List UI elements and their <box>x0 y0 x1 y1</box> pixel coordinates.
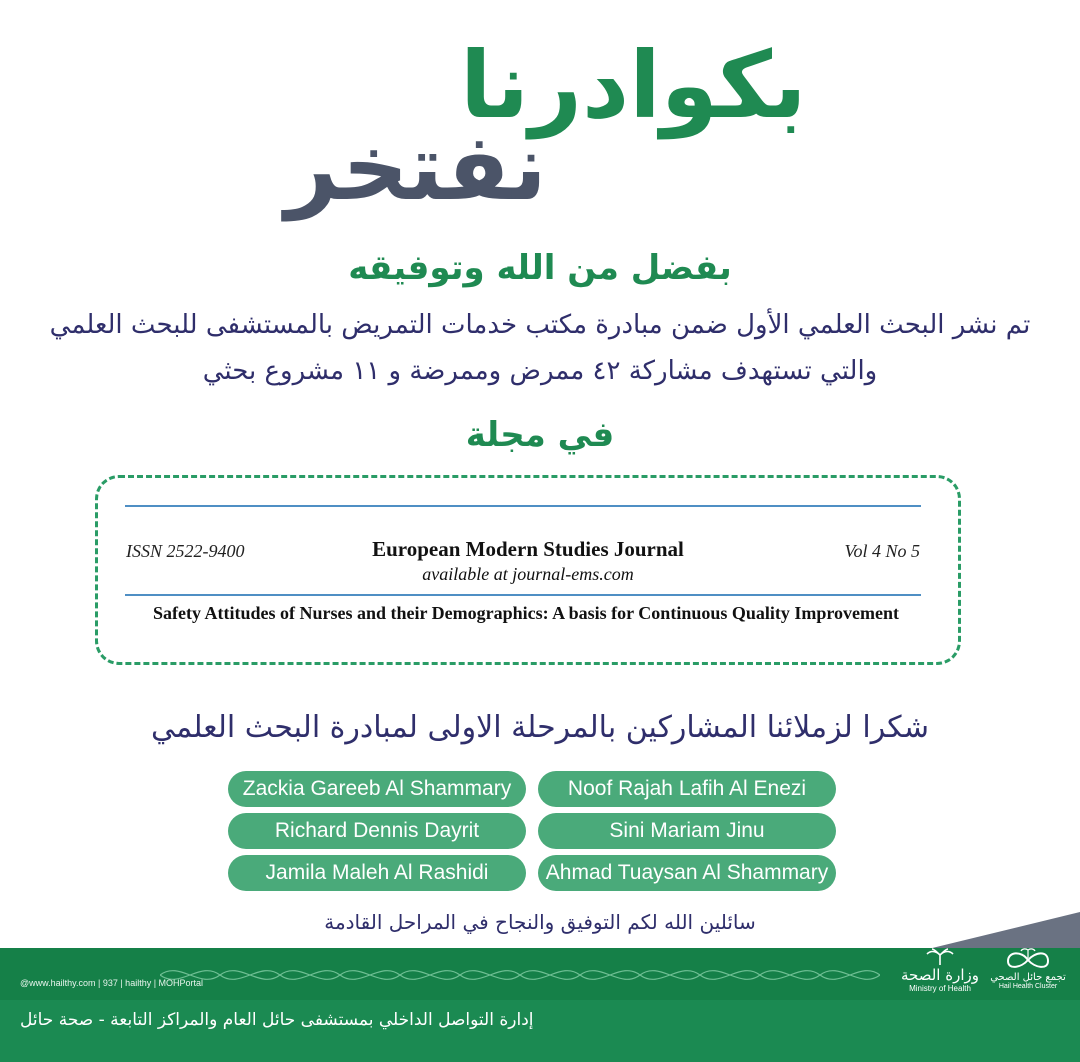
moh-arabic: وزارة الصحة <box>901 966 979 984</box>
journal-top-rule <box>125 505 921 507</box>
footer-bar <box>0 948 1080 1062</box>
announcement-line-1: تم نشر البحث العلمي الأول ضمن مبادرة مكتب خدمات التمريض بالمستشفى للبحث العلمي <box>49 310 1031 340</box>
thanks-heading: شكرا لزملائنا المشاركين بالمرحلة الاولى لمبادرة البحث العلمي <box>151 710 929 745</box>
journal-availability: available at journal-ems.com <box>422 564 634 584</box>
participant-pill: Ahmad Tuaysan Al Shammary <box>538 855 836 891</box>
participant-pill: Jamila Maleh Al Rashidi <box>228 855 526 891</box>
hail-english: Hail Health Cluster <box>998 983 1058 990</box>
participant-pill: Sini Mariam Jinu <box>538 813 836 849</box>
closing-wishes: سائلين الله لكم التوفيق والنجاح في المراحل القادمة <box>324 910 756 934</box>
department-text: إدارة التواصل الداخلي بمستشفى حائل العام والمراكز التابعة - صحة حائل <box>20 1010 534 1030</box>
headline-line-1: بكوادرنا <box>460 32 807 139</box>
participant-pill: Richard Dennis Dayrit <box>228 813 526 849</box>
hail-arabic: تجمع حائل الصحي <box>990 972 1066 983</box>
hail-cluster-logo <box>988 948 1068 990</box>
journal-volume: Vol 4 No 5 <box>844 541 920 561</box>
palm-icon <box>925 948 955 966</box>
paper-title: Safety Attitudes of Nurses and their Demographics: A basis for Continuous Quality Improvement <box>152 603 900 623</box>
contact-info: @www.hailthy.com | 937 | hailthy | MOHPortal <box>20 978 204 988</box>
ornament-pattern-icon <box>160 960 880 990</box>
journal-issn: ISSN 2522-9400 <box>126 541 245 561</box>
infinity-palm-icon <box>1003 948 1053 972</box>
department-caption <box>20 1010 1040 1030</box>
moh-english: Ministry of Health <box>909 984 971 993</box>
journal-name: European Modern Studies Journal <box>372 537 684 561</box>
journal-bottom-rule <box>125 594 921 596</box>
headline-line-2: نفتخر <box>285 114 547 221</box>
announcement-line-2: والتي تستهدف مشاركة ٤٢ ممرض وممرضة و ١١ مشروع بحثي <box>202 356 878 386</box>
subtitle: بفضل من الله وتوفيقه <box>348 248 732 288</box>
footer-top-band <box>0 948 1080 1000</box>
journal-label: في مجلة <box>465 415 615 455</box>
participant-pill: Zackia Gareeb Al Shammary <box>228 771 526 807</box>
journal-card <box>95 475 961 665</box>
participant-pill: Noof Rajah Lafih Al Enezi <box>538 771 836 807</box>
moh-logo <box>900 948 980 993</box>
